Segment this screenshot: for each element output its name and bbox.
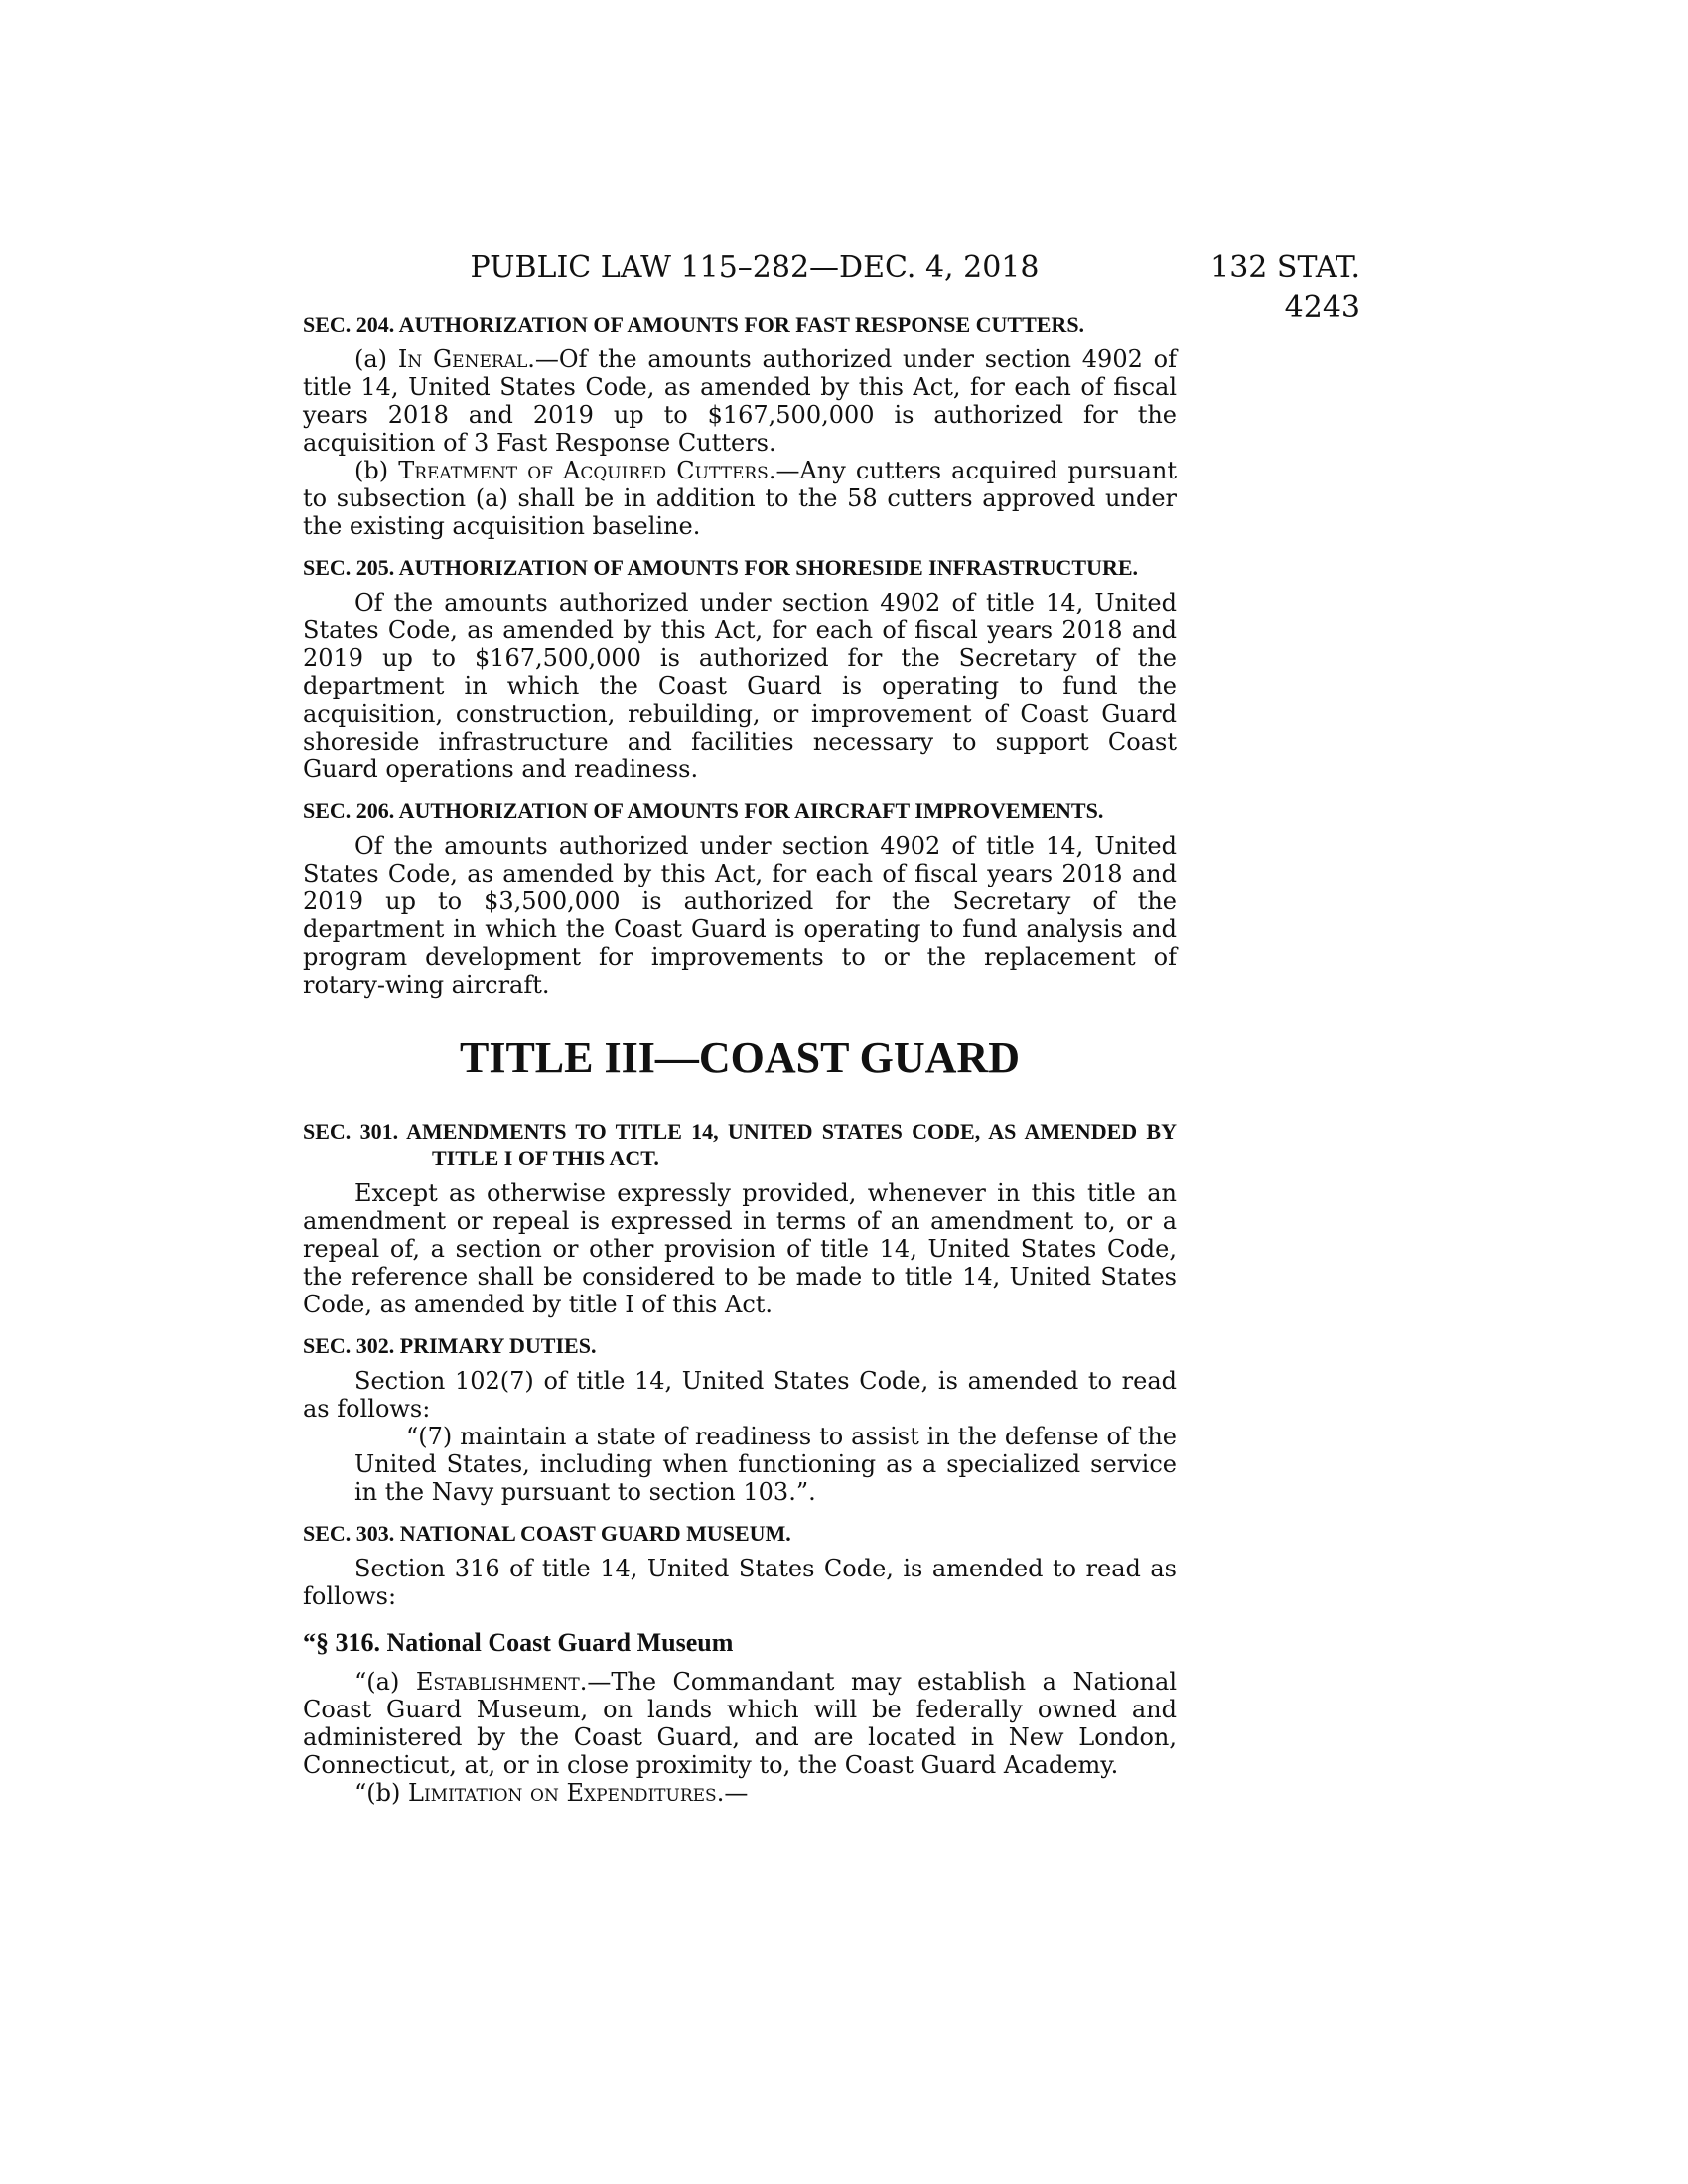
section-heading-205: SEC. 205. AUTHORIZATION OF AMOUNTS FOR SHORESIDE INFRASTRUCTURE.: [303, 555, 1139, 580]
subsection-heading-316: “§ 316. National Coast Guard Museum: [303, 1628, 734, 1657]
section-heading-303: SEC. 303. NATIONAL COAST GUARD MUSEUM.: [303, 1521, 791, 1546]
body-text: .—Any cutters acquired pursuant to subsection (a) shall be in addition to the 58 cutters approved under the existing acquisition baseline.: [303, 457, 1178, 540]
main-column: [303, 311, 1177, 1807]
caption: Establishment: [415, 1668, 580, 1696]
body-text: .—The Commandant may establish a National Coast Guard Museum, on lands which will be federally owned and administered by the Coast Guard, and are located in New London, Connecticut, at, or in close proximity to, the Coast Guard Academy.: [303, 1668, 1177, 1779]
paragraph-204-b: [303, 457, 1177, 540]
paragraph-206: Of the amounts authorized under section 4902 of title 14, United States Code, as amended by this Act, for each of fiscal years 2018 and 2019 up to $3,500,000 is authorized for the Secretary of the department in which the Coast Guard is operating to fund analysis and program development for improvements to or the replacement of rotary-wing aircraft.: [303, 832, 1177, 999]
section-heading-206: SEC. 206. AUTHORIZATION OF AMOUNTS FOR AIRCRAFT IMPROVEMENTS.: [303, 798, 1104, 823]
label: (a): [354, 345, 398, 373]
running-header-title: PUBLIC LAW 115–282—DEC. 4, 2018: [470, 250, 1040, 285]
label: “(a): [354, 1668, 416, 1696]
label: “(b): [354, 1779, 408, 1807]
paragraph-301: Except as otherwise expressly provided, whenever in this title an amendment or repeal is expressed in terms of an amendment to, or a repeal of, a section or other provision of title 14, United States Code, the reference shall be considered to be made to title 14, United States Code, as amended by title I of this Act.: [303, 1179, 1177, 1318]
paragraph-302: Section 102(7) of title 14, United States Code, is amended to read as follows:: [303, 1367, 1177, 1423]
quoted-paragraph-302: “(7) maintain a state of readiness to assist in the defense of the United States, including when functioning as a specialized service in the Navy pursuant to section 103.”.: [354, 1423, 1177, 1506]
section-heading-302: SEC. 302. PRIMARY DUTIES.: [303, 1333, 597, 1358]
paragraph-316-b: [303, 1779, 1177, 1807]
paragraph-205: Of the amounts authorized under section 4902 of title 14, United States Code, as amended by this Act, for each of fiscal years 2018 and 2019 up to $167,500,000 is authorized for the Secretary of the department in which the Coast Guard is operating to fund the acquisition, construction, rebuilding, or improvement of Coast Guard shoreside infrastructure and facilities necessary to support Coast Guard operations and readiness.: [303, 589, 1177, 783]
title-heading: TITLE III—COAST GUARD: [459, 1033, 1020, 1082]
caption: Treatment of Acquired Cutters: [398, 457, 769, 484]
body-text: .—Of the amounts authorized under section 4902 of title 14, United States Code, as amended by this Act, for each of fiscal years 2018 and 2019 up to $167,500,000 is authorized for the acquisition of 3 Fast Response Cutters.: [303, 345, 1178, 457]
paragraph-316-a: [303, 1668, 1177, 1779]
caption: In General: [397, 345, 528, 373]
caption: Limitation on Expenditures: [408, 1779, 717, 1807]
paragraph-303: Section 316 of title 14, United States Code, is amended to read as follows:: [303, 1555, 1177, 1610]
paragraph-204-a: [303, 345, 1177, 457]
body-text: .—: [716, 1779, 749, 1807]
label: (b): [354, 457, 399, 484]
section-heading-204: SEC. 204. AUTHORIZATION OF AMOUNTS FOR FAST RESPONSE CUTTERS.: [303, 312, 1085, 337]
section-heading-301: SEC. 301. AMENDMENTS TO TITLE 14, UNITED STATES CODE, AS AMENDED BY TITLE I OF THIS ACT.: [303, 1119, 1177, 1170]
page-stat-number: 132 STAT. 4243: [1210, 250, 1360, 325]
